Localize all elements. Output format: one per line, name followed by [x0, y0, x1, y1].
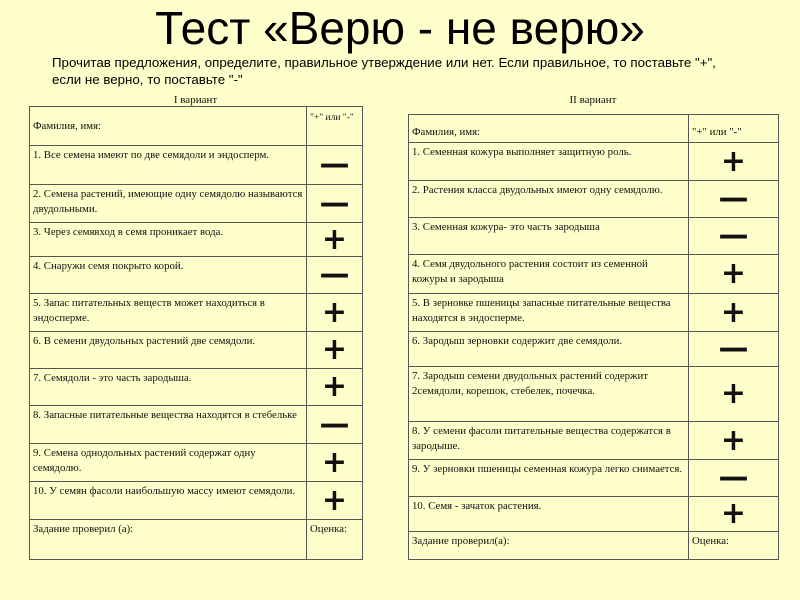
answer-mark: — [689, 181, 779, 218]
statement-text: 5. В зерновке пшеницы запасные питательные вещества находятся в эндосперме. [409, 294, 689, 332]
statement-text: 4. Семя двудольного растения состоит из семенной кожуры и зародыша [409, 255, 689, 294]
table-row [30, 294, 363, 332]
table-row [30, 444, 363, 482]
name-label: Фамилия, имя: [30, 107, 307, 146]
answer-mark: + [689, 497, 779, 532]
answer-mark: — [307, 257, 363, 294]
statement-text: 9. Семена однодольных растений содержат одну семядолю. [30, 444, 307, 482]
answer-mark: + [689, 367, 779, 422]
answer-mark: — [307, 146, 363, 185]
table-footer-row [30, 520, 363, 560]
answer-mark: — [689, 332, 779, 367]
table-row [30, 146, 363, 185]
answer-mark: + [307, 444, 363, 482]
statement-text: 7. Зародыш семени двудольных растений содержит 2семядоли, корешок, стебелек, почечка. [409, 367, 689, 422]
table-row [409, 218, 779, 255]
statement-text: 10. У семян фасоли наибольшую массу имеют семядоли. [30, 482, 307, 520]
table-row [409, 181, 779, 218]
variant2-heading: II вариант [569, 94, 617, 106]
table-row [409, 332, 779, 367]
statement-text: 6. В семени двудольных растений две семядоли. [30, 332, 307, 369]
table-row [30, 406, 363, 444]
table-footer-row [409, 532, 779, 560]
answer-mark: + [689, 294, 779, 332]
statement-text: 5. Запас питательных веществ может находиться в эндосперме. [30, 294, 307, 332]
table-row [409, 143, 779, 181]
table-row [30, 223, 363, 257]
variant1-table [29, 106, 363, 560]
sign-label: "+" или "-" [689, 115, 779, 143]
answer-mark: + [689, 143, 779, 181]
table-row [30, 332, 363, 369]
statement-text: 4. Снаружи семя покрыто корой. [30, 257, 307, 294]
grade-label: Оценка: [307, 520, 363, 560]
answer-mark: — [307, 406, 363, 444]
table-row [409, 497, 779, 532]
table-row [30, 482, 363, 520]
statement-text: 2. Семена растений, имеющие одну семядолю называются двудольными. [30, 185, 307, 223]
answer-mark: + [307, 294, 363, 332]
statement-text: 6. Зародыш зерновки содержит две семядоли. [409, 332, 689, 367]
page-title: Тест «Верю - не верю» [155, 2, 645, 54]
answer-mark: + [307, 482, 363, 520]
table-row [409, 255, 779, 294]
statement-text: 9. У зерновки пшеницы семенная кожура легко снимается. [409, 460, 689, 497]
checked-by-label: Задание проверил(а): [409, 532, 689, 560]
answer-mark: — [689, 460, 779, 497]
statement-text: 10. Семя - зачаток растения. [409, 497, 689, 532]
table-row [30, 257, 363, 294]
name-label: Фамилия, имя: [409, 115, 689, 143]
variant2-table [408, 114, 779, 560]
statement-text: 3. Через семявход в семя проникает вода. [30, 223, 307, 257]
grade-label: Оценка: [689, 532, 779, 560]
checked-by-label: Задание проверил (а): [30, 520, 307, 560]
table-row [30, 185, 363, 223]
answer-mark: + [689, 255, 779, 294]
table-row [409, 367, 779, 422]
sign-label: "+" или "-" [307, 107, 363, 146]
answer-mark: — [689, 218, 779, 255]
table-row [30, 369, 363, 406]
table-row [409, 460, 779, 497]
statement-text: 3. Семенная кожура- это часть зародыша [409, 218, 689, 255]
table-header-row [30, 107, 363, 146]
instruction-text: Прочитав предложения, определите, правильное утверждение или нет. Если правильное, то поставьте "+", если не верно, то поставьте "-" [52, 55, 716, 87]
answer-mark: + [307, 332, 363, 369]
answer-mark: + [307, 223, 363, 257]
statement-text: 8. У семени фасоли питательные вещества содержатся в зародыше. [409, 422, 689, 460]
table-row [409, 422, 779, 460]
statement-text: 2. Растения класса двудольных имеют одну семядолю. [409, 181, 689, 218]
statement-text: 1. Все семена имеют по две семядоли и эндосперм. [30, 146, 307, 185]
answer-mark: + [689, 422, 779, 460]
table-header-row [409, 115, 779, 143]
answer-mark: — [307, 185, 363, 223]
statement-text: 8. Запасные питательные вещества находятся в стебельке [30, 406, 307, 444]
variant1-heading: I вариант [173, 94, 218, 106]
table-row [409, 294, 779, 332]
statement-text: 1. Семенная кожура выполняет защитную роль. [409, 143, 689, 181]
answer-mark: + [307, 369, 363, 406]
statement-text: 7. Семядоли - это часть зародыша. [30, 369, 307, 406]
